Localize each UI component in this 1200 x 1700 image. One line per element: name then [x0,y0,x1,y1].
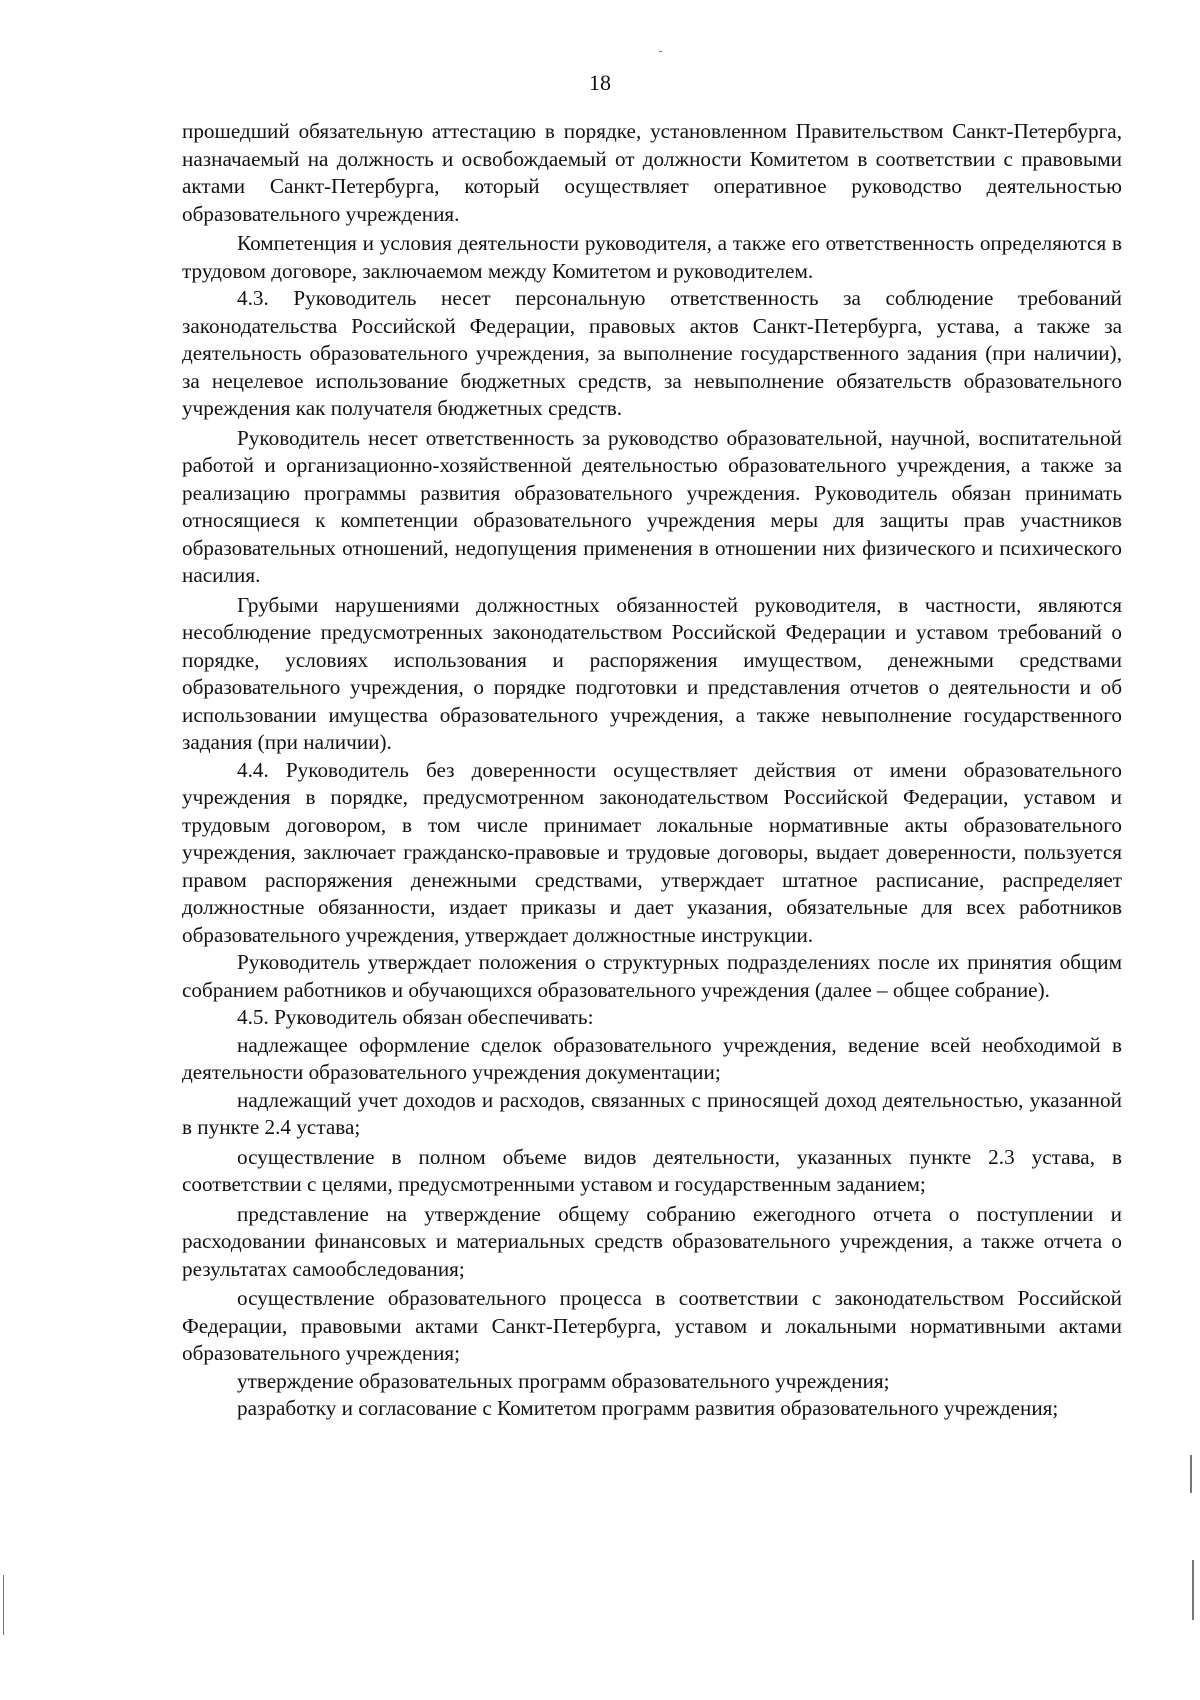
document-text [182,118,1122,1423]
paragraph-4-4: 4.4. Руководитель без доверенности осуществляет действия от имени образовательного учреждения в порядке, предусмотренном законодательством Российской Федерации, уставом и трудовым договором, в том числе принимает локальные нормативные акты образовательного учреждения, заключает гражданско-правовые и трудовые договоры, выдает доверенности, пользуется правом распоряжения денежными средствами, утверждает штатное расписание, распределяет должностные обязанности, издает приказы и дает указания, обязательные для всех работников образовательного учреждения, утверждает должностные инструкции. [182,757,1122,947]
list-item-programs: утверждение образовательных программ образовательного учреждения; [237,1368,890,1393]
paragraph-4-3: 4.3. Руководитель несет персональную ответственность за соблюдение требований законодательства Российской Федерации, правовых актов Санкт-Петербурга, устава, а также за деятельность образовательного учреждения, за выполнение государственного задания (при наличии), за нецелевое использование бюджетных средств, за невыполнение обязательств образовательного учреждения как получателя бюджетных средств. [182,286,1122,420]
scan-edge-mark [1190,1455,1192,1493]
scan-edge-mark [1192,1560,1194,1620]
paragraph-4-5: 4.5. Руководитель обязан обеспечивать: [237,1005,594,1029]
paragraph-regulations: Руководитель утверждает положения о структурных подразделениях после их принятия общим собранием работников и обучающихся образовательного учреждения (далее – общее собрание). [182,950,1122,1002]
list-item-development: разработку и согласование с Комитетом программ развития образовательного учреждения; [237,1396,1059,1420]
list-item-activities: осуществление в полном объеме видов деятельности, указанных пункте 2.3 устава, в соответствии с целями, предусмотренными уставом и государственным заданием; [182,1144,1122,1196]
scan-left-mark [3,1575,4,1635]
list-item-annual-report: представление на утверждение общему собранию ежегодного отчета о поступлении и расходовании финансовых и материальных средств образовательного учреждения, а также отчета о результатах самообследования; [182,1201,1122,1281]
scan-speck [659,51,662,52]
paragraph-continuation: прошедший обязательную аттестацию в порядке, установленном Правительством Санкт-Петербурга, назначаемый на должность и освобождаемый от должности Комитетом в соответствии с правовыми актами Санкт-Петербурга, который осуществляет оперативное руководство деятельностью образовательного учреждения. [182,119,1122,226]
paragraph-competence: Компетенция и условия деятельности руководителя, а также его ответственность определяются в трудовом договоре, заключаемом между Комитетом и руководителем. [182,231,1122,283]
list-item-educational-process: осуществление образовательного процесса в соответствии с законодательством Российской Федерации, правовыми актами Санкт-Петербурга, уставом и локальными нормативными актами образовательного учреждения; [182,1286,1122,1365]
paragraph-responsibility: Руководитель несет ответственность за руководство образовательной, научной, воспитательной работой и организационно-хозяйственной деятельностью образовательного учреждения, а также за реализацию программы развития образовательного учреждения. Руководитель обязан принимать относящиеся к компетенции образовательного учреждения меры для защиты прав участников образовательных отношений, недопущения применения в отношении них физического и психического насилия. [182,425,1122,587]
list-item-accounting: надлежащий учет доходов и расходов, связанных с приносящей доход деятельностью, указанной в пункте 2.4 устава; [182,1087,1122,1139]
paragraph-violations: Грубыми нарушениями должностных обязанностей руководителя, в частности, являются несоблюдение предусмотренных законодательством Российской Федерации и уставом требований о порядке, условиях использования и распоряжения имуществом, денежными средствами образовательного учреждения, о порядке подготовки и представления отчетов о деятельности и об использовании имущества образовательного учреждения, а также невыполнение государственного задания (при наличии). [182,592,1122,754]
list-item-transactions: надлежащее оформление сделок образовательного учреждения, ведение всей необходимой в деятельности образовательного учреждения документации; [182,1032,1122,1084]
page-number: 18 [589,70,611,95]
